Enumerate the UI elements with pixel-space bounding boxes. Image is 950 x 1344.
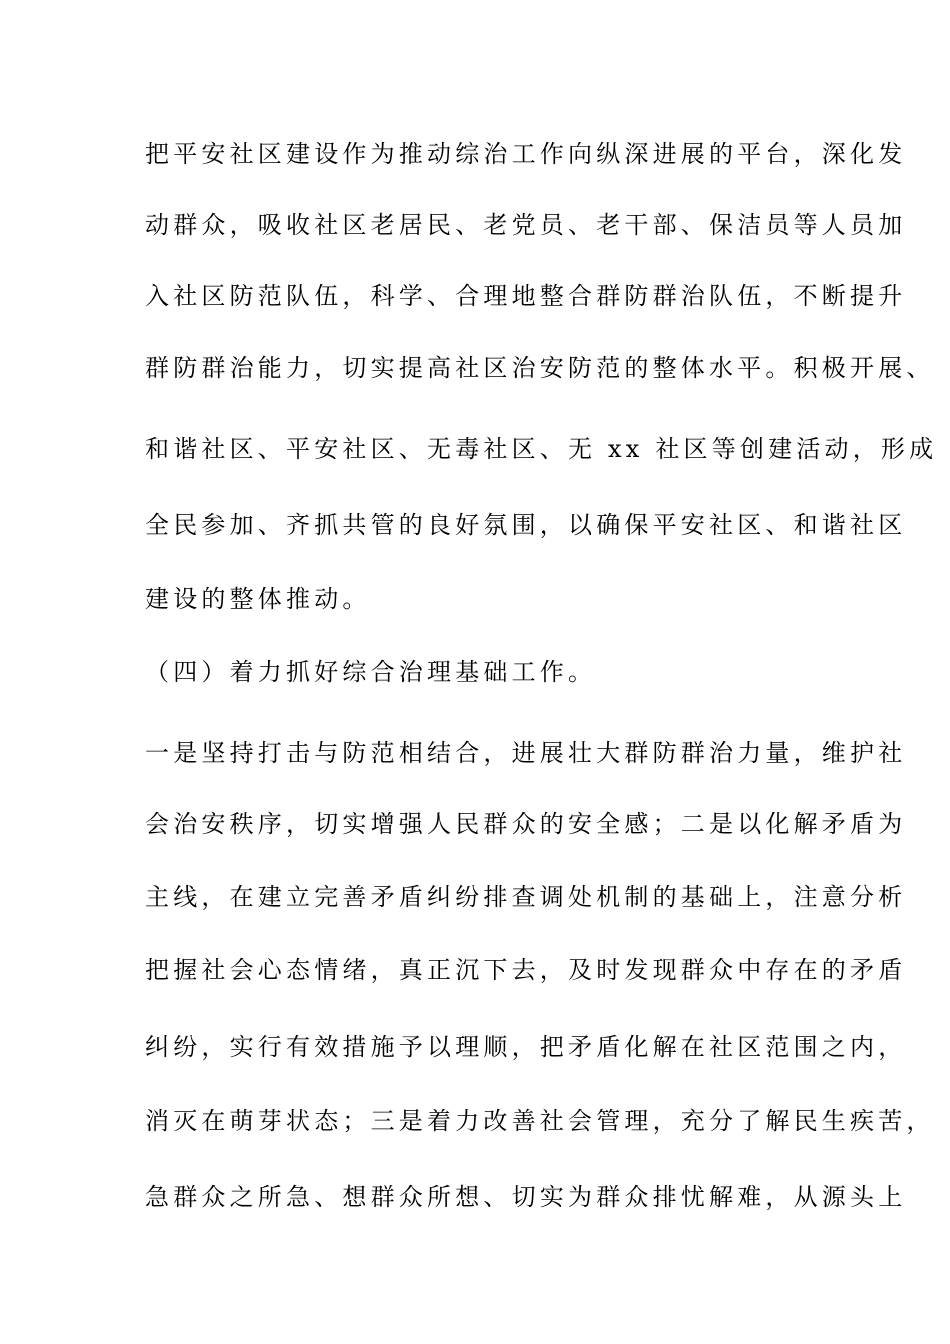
text-line: 全民参加、齐抓共管的良好氛围，以确保平安社区、和谐社区: [145, 511, 907, 539]
text-line: 把握社会心态情绪，真正沉下去，及时发现群众中存在的矛盾: [145, 956, 907, 984]
text-line: 群防群治能力，切实提高社区治安防范的整体水平。积极开展、: [145, 354, 935, 382]
text-line: 急群众之所急、想群众所想、切实为群众排忧解难，从源头上: [145, 1183, 907, 1211]
text-line: 动群众，吸收社区老居民、老党员、老干部、保洁员等人员加: [145, 211, 907, 239]
text-line: 会治安秩序，切实增强人民群众的安全感；二是以化解矛盾为: [145, 810, 907, 838]
text-line: 和谐社区、平安社区、无毒社区、无 xx 社区等创建活动，形成: [145, 435, 938, 463]
text-line: 把平安社区建设作为推动综治工作向纵深进展的平台，深化发: [145, 140, 907, 168]
section-heading: （四）着力抓好综合治理基础工作。: [145, 658, 597, 686]
text-line: 入社区防范队伍，科学、合理地整合群防群治队伍，不断提升: [145, 282, 907, 310]
text-line: 一是坚持打击与防范相结合，进展壮大群防群治力量，维护社: [145, 739, 907, 767]
text-line: 消灭在萌芽状态；三是着力改善社会管理，充分了解民生疾苦，: [145, 1107, 935, 1135]
text-line: 建设的整体推动。: [145, 585, 371, 613]
text-line: 主线，在建立完善矛盾纠纷排查调处机制的基础上，注意分析: [145, 883, 907, 911]
text-line: 纠纷，实行有效措施予以理顺，把矛盾化解在社区范围之内，: [145, 1033, 907, 1061]
